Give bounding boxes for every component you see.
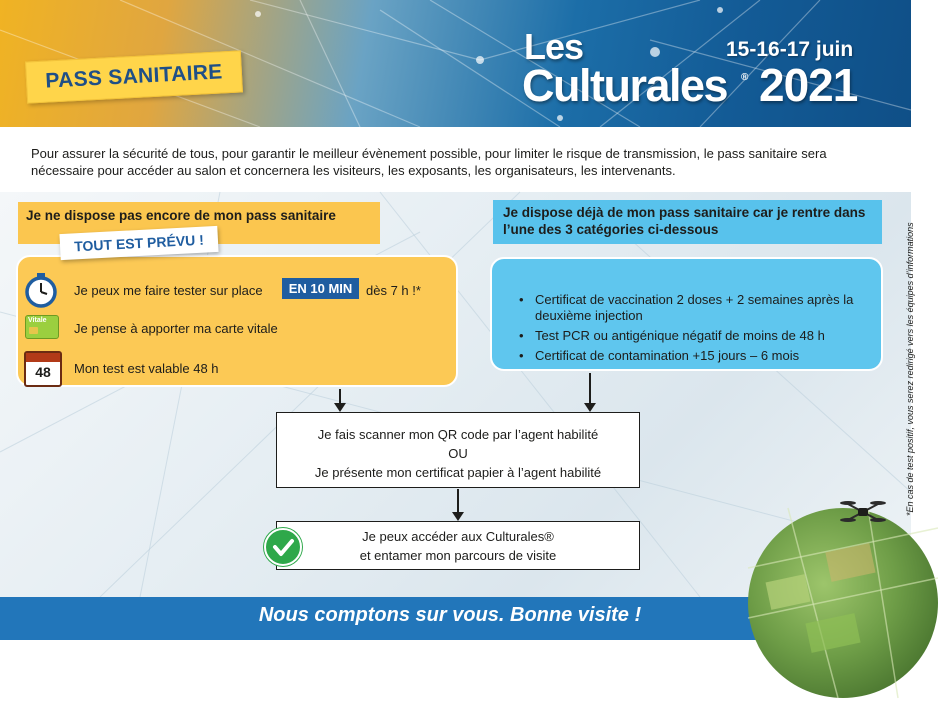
access-line-2: et entamer mon parcours de visite — [359, 548, 557, 563]
globe-fields-image — [748, 508, 938, 698]
side-footnote-text: *En cas de test positif, vous serez redirigé vers les équipes d’informations — [905, 222, 915, 516]
vitale-card-label: Vitale — [28, 317, 47, 324]
no-pass-heading: Je ne dispose pas encore de mon pass sanitaire — [26, 208, 336, 223]
side-footnote — [893, 214, 915, 516]
ten-min-badge: EN 10 MIN — [282, 278, 359, 299]
tout-est-prevu-label: TOUT EST PRÉVU ! — [73, 231, 205, 255]
list-item: • Certificat de vaccination 2 doses + 2 semaines après la deuxième injection — [517, 292, 867, 324]
vitale-card-icon — [25, 315, 59, 339]
arrowhead-center — [452, 512, 464, 521]
has-pass-heading: Je dispose déjà de mon pass sanitaire car je rentre dans l’une des 3 catégories ci-dessous — [503, 205, 866, 237]
vitale-card-text: Je pense à apporter ma carte vitale — [74, 321, 278, 336]
calendar-number: 48 — [35, 364, 51, 380]
scan-qr-box — [276, 412, 640, 488]
logo-registered-mark: ® — [741, 72, 749, 83]
list-item: • Test PCR ou antigénique négatif de moins de 48 h — [517, 328, 867, 344]
logo-year: 2021 — [759, 59, 858, 111]
drone-icon — [838, 494, 888, 528]
pass-sanitaire-label: PASS SANITAIRE — [44, 60, 224, 93]
scan-line-1: Je fais scanner mon QR code par l’agent habilité — [317, 427, 599, 442]
test-validity-text: Mon test est valable 48 h — [74, 361, 219, 376]
has-pass-heading-box — [493, 200, 882, 244]
access-line-1: Je peux accéder aux Culturales® — [362, 529, 554, 544]
arrow-right-down — [589, 373, 591, 407]
header-banner — [0, 0, 911, 127]
event-dates: 15-16-17 juin — [726, 38, 854, 61]
intro-paragraph: Pour assurer la sécurité de tous, pour garantir le meilleur évènement possible, pour limiter le risque de transmission, le pass sanitaire sera nécessaire pour accéder au salon et concernera les visiteurs, les exposants, les organisateurs, les intervenants. — [31, 146, 827, 178]
arrowhead-left — [334, 403, 346, 412]
footer-message: Nous comptons sur vous. Bonne visite ! — [258, 604, 642, 626]
check-icon — [264, 528, 302, 566]
list-item: • Certificat de contamination +15 jours – 6 mois — [517, 348, 867, 364]
access-box — [276, 521, 640, 570]
scan-line-or: OU — [448, 446, 468, 461]
pass-categories-list — [517, 292, 867, 368]
test-on-site-text: Je peux me faire tester sur place — [74, 283, 263, 298]
test-time-text: dès 7 h !* — [366, 283, 421, 298]
logo-les: Les — [524, 26, 584, 67]
arrowhead-right — [584, 403, 596, 412]
calendar-icon — [24, 351, 62, 387]
stopwatch-icon — [24, 272, 58, 308]
scan-line-2: Je présente mon certificat papier à l’agent habilité — [314, 465, 602, 480]
logo-culturales: Culturales — [522, 60, 728, 111]
